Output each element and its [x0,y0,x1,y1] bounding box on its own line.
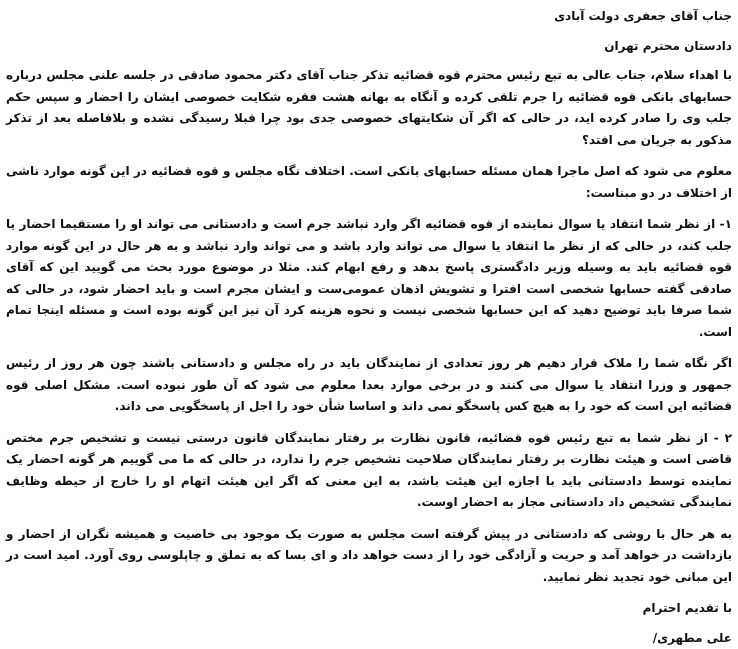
paragraph-point-two: ۲ - از نظر شما به تبع رئیس قوه قضائیه، قانون نظارت بر رفتار نمایندگان قانون درستی نیست و تشخیص جرم مختص قاضی است و هیئت نظارت بر رفتار نمایندگان صلاحیت تشخیص جرم را ندارد، در حالی که ما می گوییم هر گونه احضار یک نماینده توسط دادستانی باید با اجازه این هیئت باشد، به این معنی که اگر این هیئت اتهام او را خارج از حیطه وظایف نمایندگی تشخیص داد دادستانی مجاز به احضار اوست. [6,428,732,514]
paragraph-greeting: با اهداء سلام، جناب عالی به تبع رئیس محترم قوه قضائیه تذکر جناب آقای دکتر محمود صادقی در جلسه علنی مجلس درباره حسابهای بانکی قوه قضائیه را جرم تلقی کرده و آنگاه به بهانه هشت فقره شکایت خصوصی ایشان را احضار و سپس حکم جلب وی را صادر کرده اید، در حالی که اگر آن شکایتهای خصوصی جدی بود چرا قبلا رسیدگی نشده و بلافاصله بعد از تذکر مذکور به جریان می افتد؟ [6,65,732,151]
addressee-line: جناب آقای جعفری دولت آبادی [6,6,732,28]
office-line: دادستان محترم تهران [6,36,732,58]
paragraph-perspective: اگر نگاه شما را ملاک قرار دهیم هر روز تعدادی از نمایندگان باید در راه مجلس و دادستانی باشند چون هر روز از رئیس جمهور و وزرا انتقاد یا سوال می کنند و در برخی موارد بعدا معلوم می شود که آن طور نبوده است. مشکل اصلی قوه قضائیه این است که خود را به هیچ کس پاسخگو نمی داند و اساسا شأن خود را اجل از پاسخگویی می داند. [6,353,732,418]
paragraph-conclusion: به هر حال با روشی که دادستانی در پیش گرفته است مجلس به صورت یک موجود بی خاصیت و همیشه نگران از احضار و بازداشت در خواهد آمد و حریت و آزادگی خود را از دست خواهد داد و ای بسا که به تملق و چاپلوسی روی آورد. امید است در این مبانی خود تجدید نظر نمایید. [6,524,732,589]
closing-line: با تقدیم احترام [6,598,732,620]
paragraph-point-one: ۱- از نظر شما انتقاد یا سوال نماینده از قوه قضائیه اگر وارد نباشد جرم است و دادستانی می تواند او را مستقیما احضار یا جلب کند، در حالی که از نظر ما انتقاد یا سوال می تواند وارد باشد و می تواند وارد نباشد و به هر حال در این گونه موارد قوه قضائیه باید به وسیله وزیر دادگستری پاسخ بدهد و رفع ابهام کند. مثلا در موضوع مورد بحث می گویید این که آقای صادقی گفته حسابها شخصی است افترا و تشویش اذهان عمومی‌ست و ایشان مجرم است و باید احضار شود، در حالی که شما صرفا باید توضیح دهید که این حسابها شخصی نیست و نحوه هزینه کرد آن نیز این گونه بوده است و مسئله اینجا تمام است. [6,214,732,343]
paragraph-issue: معلوم می شود که اصل ماجرا همان مسئله حسابهای بانکی است. اختلاف نگاه مجلس و قوه قضائیه در این گونه موارد ناشی از اختلاف در دو مبناست: [6,161,732,204]
signature-line: علی مطهری/ [6,628,732,649]
